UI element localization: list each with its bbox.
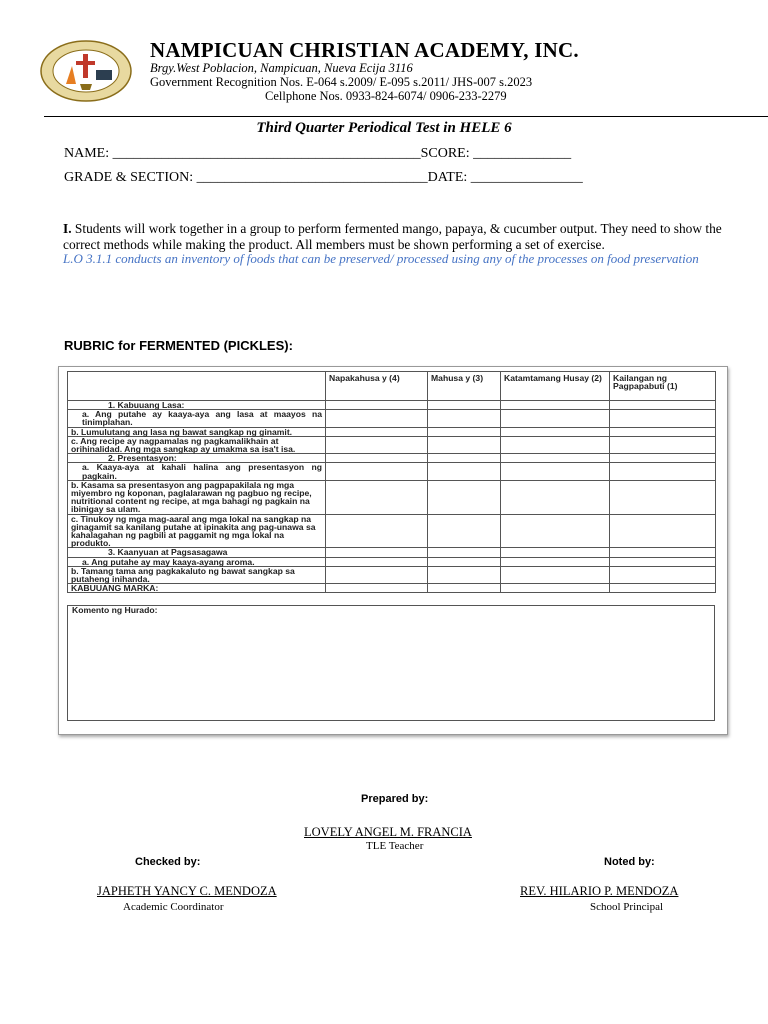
rubric-score-cell[interactable] xyxy=(501,557,610,566)
rubric-score-cell[interactable] xyxy=(326,566,428,583)
rubric-score-cell[interactable] xyxy=(428,436,501,453)
rubric-score-cell[interactable] xyxy=(326,584,428,593)
rubric-row xyxy=(68,566,716,583)
rubric-criterion: c. Tinukoy ng mga mag-aaral ang mga lokal na sangkap na ginagamit sa kanilang putahe at ipinakita ang pag-unawa sa kahalagahan ng pagbili at paggamit ng mga lokal na produkto. xyxy=(68,514,326,548)
rubric-score-cell[interactable] xyxy=(610,480,716,514)
rubric-score-cell[interactable] xyxy=(501,410,610,427)
rubric-row xyxy=(68,436,716,453)
school-name: NAMPICUAN CHRISTIAN ACADEMY, INC. xyxy=(150,38,579,62)
rubric-score-cell[interactable] xyxy=(501,401,610,410)
rubric-score-cell[interactable] xyxy=(428,584,501,593)
rubric-criterion: c. Ang recipe ay nagpamalas ng pagkamalikhain at orihinalidad. Ang mga sangkap ay umakma sa isa't isa. xyxy=(68,436,326,453)
rubric-score-cell[interactable] xyxy=(326,436,428,453)
rubric-score-cell[interactable] xyxy=(428,514,501,548)
rubric-score-cell[interactable] xyxy=(610,514,716,548)
rubric-header-row xyxy=(68,372,716,401)
comment-box xyxy=(67,605,715,721)
checker-role: Academic Coordinator xyxy=(123,901,224,913)
rubric-criterion: 3. Kaanyuan at Pagsasagawa xyxy=(68,548,326,557)
rubric-row xyxy=(68,514,716,548)
rubric-column-header: Napakahusa y (4) xyxy=(326,372,428,401)
instruction-number: I. xyxy=(63,221,72,236)
rubric-score-cell[interactable] xyxy=(326,480,428,514)
rubric-criterion: a. Ang putahe ay may kaaya-ayang aroma. xyxy=(68,557,326,566)
rubric-criterion: KABUUANG MARKA: xyxy=(68,584,326,593)
rubric-column-header: Mahusa y (3) xyxy=(428,372,501,401)
rubric-score-cell[interactable] xyxy=(428,557,501,566)
rubric-score-cell[interactable] xyxy=(501,427,610,436)
name-score-line: NAME: ____________________________________________SCORE: ______________ xyxy=(64,146,572,161)
header-divider xyxy=(44,116,768,117)
rubric-score-cell[interactable] xyxy=(610,557,716,566)
grade-date-line: GRADE & SECTION: _________________________________DATE: ________________ xyxy=(64,170,583,185)
rubric-table xyxy=(67,371,716,593)
rubric-score-cell[interactable] xyxy=(610,584,716,593)
rubric-score-cell[interactable] xyxy=(428,480,501,514)
rubric-score-cell[interactable] xyxy=(610,436,716,453)
rubric-score-cell[interactable] xyxy=(501,584,610,593)
rubric-criterion: b. Lumulutang ang lasa ng bawat sangkap ng ginamit. xyxy=(68,427,326,436)
noter-name: REV. HILARIO P. MENDOZA xyxy=(520,884,679,898)
rubric-score-cell[interactable] xyxy=(326,454,428,463)
noted-by-label: Noted by: xyxy=(604,856,655,868)
rubric-score-cell[interactable] xyxy=(610,548,716,557)
cellphone-numbers: Cellphone Nos. 0933-824-6074/ 0906-233-2279 xyxy=(265,89,507,103)
rubric-score-cell[interactable] xyxy=(428,401,501,410)
rubric-criterion: b. Kasama sa presentasyon ang pagpapakilala ng mga miyembro ng koponan, paglalarawan ng pagbuo ng recipe, nutritional content ng recipe, at mga bahagi ng pagkain na ibinigay sa ulam. xyxy=(68,480,326,514)
rubric-row xyxy=(68,427,716,436)
instruction-text: Students will work together in a group to perform fermented mango, papaya, & cucumber output. They need to show the correct methods while making the product. All members must be shown performing a set of exercise. xyxy=(63,221,722,252)
school-address: Brgy.West Poblacion, Nampicuan, Nueva Ecija 3116 xyxy=(150,61,413,75)
checked-by-label: Checked by: xyxy=(135,856,201,868)
preparer-name: LOVELY ANGEL M. FRANCIA xyxy=(304,825,472,839)
test-title: Third Quarter Periodical Test in HELE 6 xyxy=(256,120,512,136)
rubric-score-cell[interactable] xyxy=(501,566,610,583)
rubric-score-cell[interactable] xyxy=(326,427,428,436)
rubric-criterion: a. Kaaya-aya at kahali halina ang presentasyon ng pagkain. xyxy=(68,463,326,480)
noter-role: School Principal xyxy=(590,901,664,913)
school-logo xyxy=(40,40,132,102)
rubric-score-cell[interactable] xyxy=(501,463,610,480)
rubric-score-cell[interactable] xyxy=(501,548,610,557)
rubric-score-cell[interactable] xyxy=(501,454,610,463)
rubric-body xyxy=(68,401,716,593)
rubric-score-cell[interactable] xyxy=(610,410,716,427)
rubric-score-cell[interactable] xyxy=(326,514,428,548)
rubric-column-header: Katamtamang Husay (2) xyxy=(501,372,610,401)
rubric-row xyxy=(68,463,716,480)
checker-name: JAPHETH YANCY C. MENDOZA xyxy=(97,884,277,898)
rubric-row xyxy=(68,480,716,514)
rubric-score-cell[interactable] xyxy=(501,436,610,453)
rubric-score-cell[interactable] xyxy=(428,427,501,436)
rubric-score-cell[interactable] xyxy=(428,454,501,463)
rubric-column-header xyxy=(68,372,326,401)
rubric-row xyxy=(68,584,716,593)
rubric-score-cell[interactable] xyxy=(610,454,716,463)
rubric-criterion: 1. Kabuuang Lasa: xyxy=(68,401,326,410)
rubric-score-cell[interactable] xyxy=(428,463,501,480)
rubric-score-cell[interactable] xyxy=(610,427,716,436)
rubric-column-header: Kailangan ng Pagpapabuti (1) xyxy=(610,372,716,401)
rubric-criterion: a. Ang putahe ay kaaya-aya ang lasa at maayos na tinimplahan. xyxy=(68,410,326,427)
rubric-row xyxy=(68,410,716,427)
rubric-row xyxy=(68,548,716,557)
learning-objective: L.O 3.1.1 conducts an inventory of foods that can be preserved/ processed using any of the processes on food preservation xyxy=(63,251,699,266)
rubric-title: RUBRIC for FERMENTED (PICKLES): xyxy=(64,338,293,353)
rubric-score-cell[interactable] xyxy=(326,401,428,410)
rubric-score-cell[interactable] xyxy=(610,463,716,480)
rubric-score-cell[interactable] xyxy=(326,410,428,427)
instructions xyxy=(63,221,753,252)
rubric-row xyxy=(68,557,716,566)
comment-label: Komento ng Hurado: xyxy=(72,605,158,615)
rubric-score-cell[interactable] xyxy=(610,566,716,583)
rubric-score-cell[interactable] xyxy=(428,566,501,583)
government-recognition: Government Recognition Nos. E-064 s.2009/ E-095 s.2011/ JHS-007 s.2023 xyxy=(150,75,533,89)
rubric-score-cell[interactable] xyxy=(428,410,501,427)
rubric-score-cell[interactable] xyxy=(501,480,610,514)
rubric-score-cell[interactable] xyxy=(501,514,610,548)
rubric-score-cell[interactable] xyxy=(428,548,501,557)
rubric-score-cell[interactable] xyxy=(326,548,428,557)
preparer-role: TLE Teacher xyxy=(366,840,424,852)
rubric-score-cell[interactable] xyxy=(326,463,428,480)
rubric-criterion: b. Tamang tama ang pagkakaluto ng bawat sangkap sa putaheng inihanda. xyxy=(68,566,326,583)
rubric-score-cell[interactable] xyxy=(326,557,428,566)
prepared-by-label: Prepared by: xyxy=(361,793,429,805)
rubric-score-cell[interactable] xyxy=(610,401,716,410)
rubric-criterion: 2. Presentasyon: xyxy=(68,454,326,463)
